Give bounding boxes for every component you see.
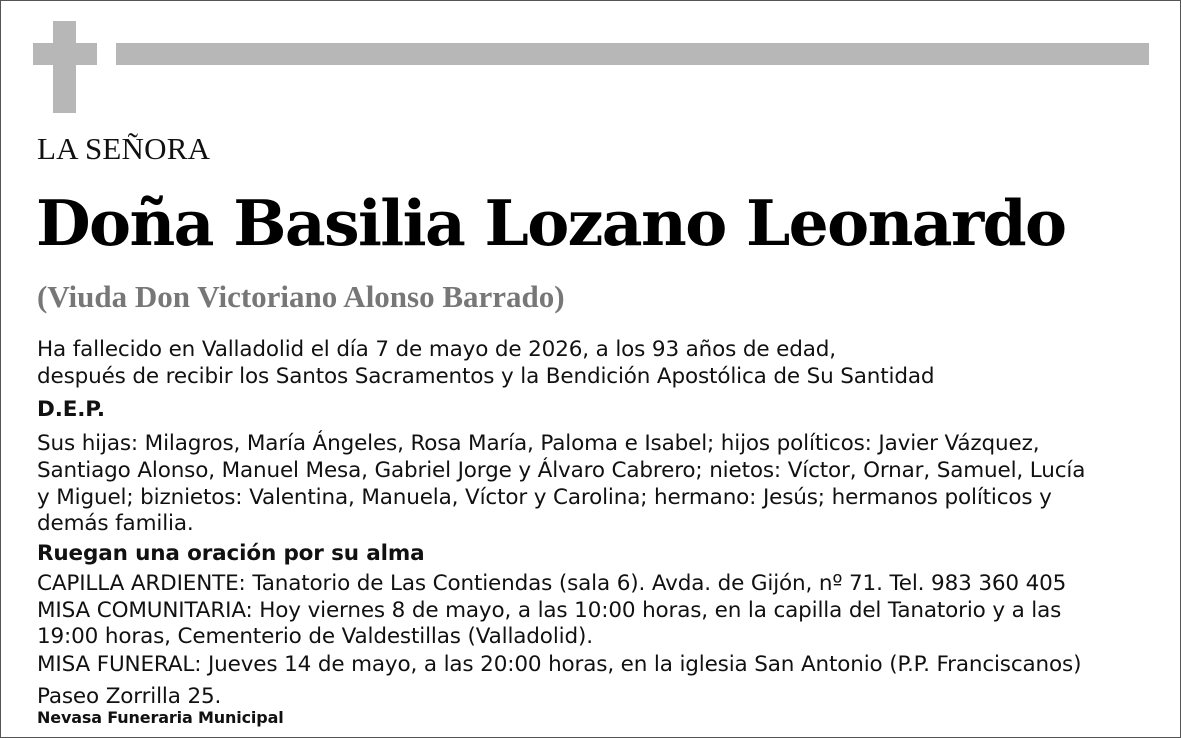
service-line: MISA COMUNITARIA: Hoy viernes 8 de mayo, a las 10:00 horas, en la capilla del Tanatorio y a las	[37, 598, 1062, 623]
dep-label: D.E.P.	[37, 397, 105, 422]
death-notice-line: después de recibir los Santos Sacramentos y la Bendición Apostólica de Su Santidad	[37, 364, 935, 389]
family-line: y Miguel; biznietos: Valentina, Manuela, Víctor y Carolina; hermano: Jesús; hermanos políticos y	[37, 485, 1052, 510]
honorific-heading: LA SEÑORA	[37, 131, 211, 166]
family-line: demás familia.	[37, 511, 194, 536]
cross-icon-arm	[33, 43, 97, 65]
family-line: Santiago Alonso, Manuel Mesa, Gabriel Jorge y Álvaro Cabrero; nietos: Víctor, Ornar, Samuel, Lucía	[37, 458, 1086, 483]
family-line: Sus hijas: Milagros, María Ángeles, Rosa María, Paloma e Isabel; hijos políticos: Javier Vázquez,	[37, 431, 1040, 456]
service-line: CAPILLA ARDIENTE: Tanatorio de Las Contiendas (sala 6). Avda. de Gijón, nº 71. Tel. 983 360 405	[37, 571, 1067, 596]
service-line: Paseo Zorrilla 25.	[37, 684, 222, 709]
funeral-home-credit: Nevasa Funeraria Municipal	[37, 708, 284, 727]
death-notice-line: Ha fallecido en Valladolid el día 7 de mayo de 2026, a los 93 años de edad,	[37, 337, 836, 362]
widow-of-line: (Viuda Don Victoriano Alonso Barrado)	[37, 279, 565, 314]
cross-icon	[53, 21, 76, 113]
deceased-name: Doña Basilia Lozano Leonardo	[36, 186, 1066, 260]
service-line: MISA FUNERAL: Jueves 14 de mayo, a las 20:00 horas, en la iglesia San Antonio (P.P. Franciscanos)	[37, 652, 1082, 677]
prayer-request: Ruegan una oración por su alma	[37, 541, 425, 566]
service-line: 19:00 horas, Cementerio de Valdestillas (Valladolid).	[37, 624, 593, 649]
header-rule	[116, 43, 1149, 65]
